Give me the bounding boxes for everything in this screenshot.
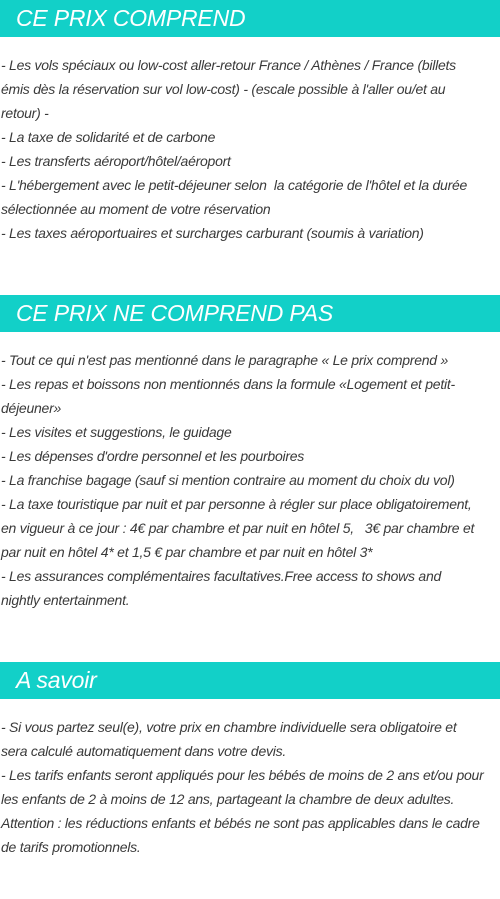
text-line: de tarifs promotionnels. (1, 839, 141, 855)
section-body (0, 348, 500, 612)
section-title: A savoir (16, 667, 97, 693)
section-header (0, 662, 500, 699)
text-line: - Les assurances complémentaires facultatives.Free access to shows and (1, 568, 442, 584)
text-line: par nuit en hôtel 4* et 1,5 € par chambre et par nuit en hôtel 3* (1, 544, 373, 560)
text-line: - Les visites et suggestions, le guidage (1, 424, 232, 440)
section-header (0, 0, 500, 37)
text-line: émis dès la réservation sur vol low-cost) - (escale possible à l'aller ou/et au (1, 81, 446, 97)
text-line: les enfants de 2 à moins de 12 ans, partageant la chambre de deux adultes. (1, 791, 455, 807)
section-body (0, 53, 500, 245)
text-line: - Les transferts aéroport/hôtel/aéroport (1, 153, 231, 169)
text-line: - Si vous partez seul(e), votre prix en chambre individuelle sera obligatoire et (1, 719, 457, 735)
section-prix-comprend (0, 0, 500, 245)
text-line: retour) - (1, 105, 49, 121)
text-line: nightly entertainment. (1, 592, 130, 608)
section-title: CE PRIX NE COMPREND PAS (16, 300, 334, 326)
text-line: - Les dépenses d'ordre personnel et les pourboires (1, 448, 305, 464)
text-line: - Les repas et boissons non mentionnés dans la formule «Logement et petit- (1, 376, 455, 392)
section-a-savoir (0, 662, 500, 859)
text-line: Attention : les réductions enfants et bébés ne sont pas applicables dans le cadre (1, 815, 480, 831)
text-line: - La franchise bagage (sauf si mention contraire au moment du choix du vol) (1, 472, 455, 488)
text-line: - La taxe touristique par nuit et par personne à régler sur place obligatoirement, (1, 496, 472, 512)
text-line: - L'hébergement avec le petit-déjeuner selon la catégorie de l'hôtel et la durée (1, 177, 468, 193)
text-line: - Tout ce qui n'est pas mentionné dans le paragraphe « Le prix comprend » (1, 352, 448, 368)
section-header (0, 295, 500, 332)
text-line: en vigueur à ce jour : 4€ par chambre et par nuit en hôtel 5, 3€ par chambre et (1, 520, 475, 536)
text-line: - Les tarifs enfants seront appliqués pour les bébés de moins de 2 ans et/ou pour (1, 767, 484, 783)
text-line: déjeuner» (1, 400, 62, 416)
text-line: - Les vols spéciaux ou low-cost aller-retour France / Athènes / France (billets (1, 57, 456, 73)
text-line: sélectionnée au moment de votre réservation (1, 201, 271, 217)
section-title: CE PRIX COMPREND (16, 5, 246, 31)
section-prix-ne-comprend-pas (0, 295, 500, 612)
text-line: - La taxe de solidarité et de carbone (1, 129, 216, 145)
section-body (0, 715, 500, 859)
text-line: sera calculé automatiquement dans votre devis. (1, 743, 286, 759)
text-line: - Les taxes aéroportuaires et surcharges carburant (soumis à variation) (1, 225, 424, 241)
